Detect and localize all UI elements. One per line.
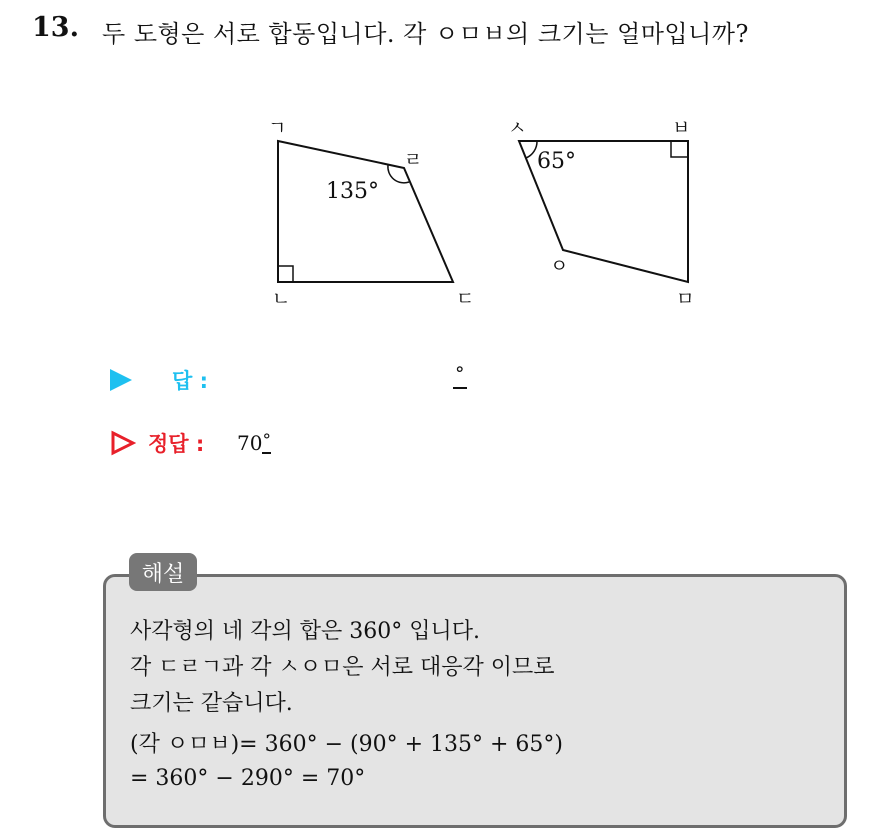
question-text: 두 도형은 서로 합동입니다. 각 ㅇㅁㅂ의 크기는 얼마입니까? bbox=[102, 20, 749, 48]
play-arrow-icon bbox=[110, 369, 132, 391]
congruent-quadrilaterals-figure bbox=[0, 0, 884, 340]
correct-answer-label: 정답 : bbox=[148, 432, 205, 456]
vertex-label-nieun: ㄴ bbox=[272, 288, 291, 310]
outline-arrow-icon bbox=[110, 430, 136, 456]
vertex-label-rieul: ㄹ bbox=[404, 149, 423, 171]
left-angle-label: 135° bbox=[326, 179, 379, 204]
explanation-box bbox=[103, 574, 847, 828]
answer-unit: ° bbox=[453, 361, 467, 389]
right-angle-arc bbox=[526, 141, 537, 158]
question-number: 13. bbox=[32, 12, 79, 43]
right-right-angle-mark bbox=[671, 141, 688, 157]
vertex-label-giyeok: ㄱ bbox=[268, 117, 287, 139]
explanation-line: 사각형의 네 각의 합은 360° 입니다. bbox=[130, 619, 480, 644]
answer-label: 답 : bbox=[172, 369, 208, 393]
vertex-label-siot: ㅅ bbox=[508, 117, 527, 139]
explanation-tag: 해설 bbox=[129, 553, 197, 591]
correct-answer-unit: ° bbox=[262, 430, 271, 454]
vertex-label-digeut: ㄷ bbox=[456, 288, 475, 310]
explanation-line: (각 ㅇㅁㅂ)= 360° − (90° + 135° + 65°) bbox=[130, 732, 563, 757]
correct-answer-value-wrap bbox=[237, 430, 271, 455]
vertex-label-mieum: ㅁ bbox=[676, 288, 695, 310]
correct-answer-value: 70 bbox=[237, 431, 263, 455]
explanation-line: = 360° − 290° = 70° bbox=[130, 766, 366, 791]
right-angle-label: 65° bbox=[537, 149, 576, 174]
vertex-label-ieung: ㅇ bbox=[550, 255, 569, 277]
left-right-angle-mark bbox=[278, 266, 293, 282]
explanation-line: 각 ㄷㄹㄱ과 각 ㅅㅇㅁ은 서로 대응각 이므로 bbox=[130, 655, 555, 680]
vertex-label-bieup: ㅂ bbox=[672, 117, 691, 139]
explanation-line: 크기는 같습니다. bbox=[130, 691, 293, 716]
left-quadrilateral bbox=[278, 141, 453, 282]
